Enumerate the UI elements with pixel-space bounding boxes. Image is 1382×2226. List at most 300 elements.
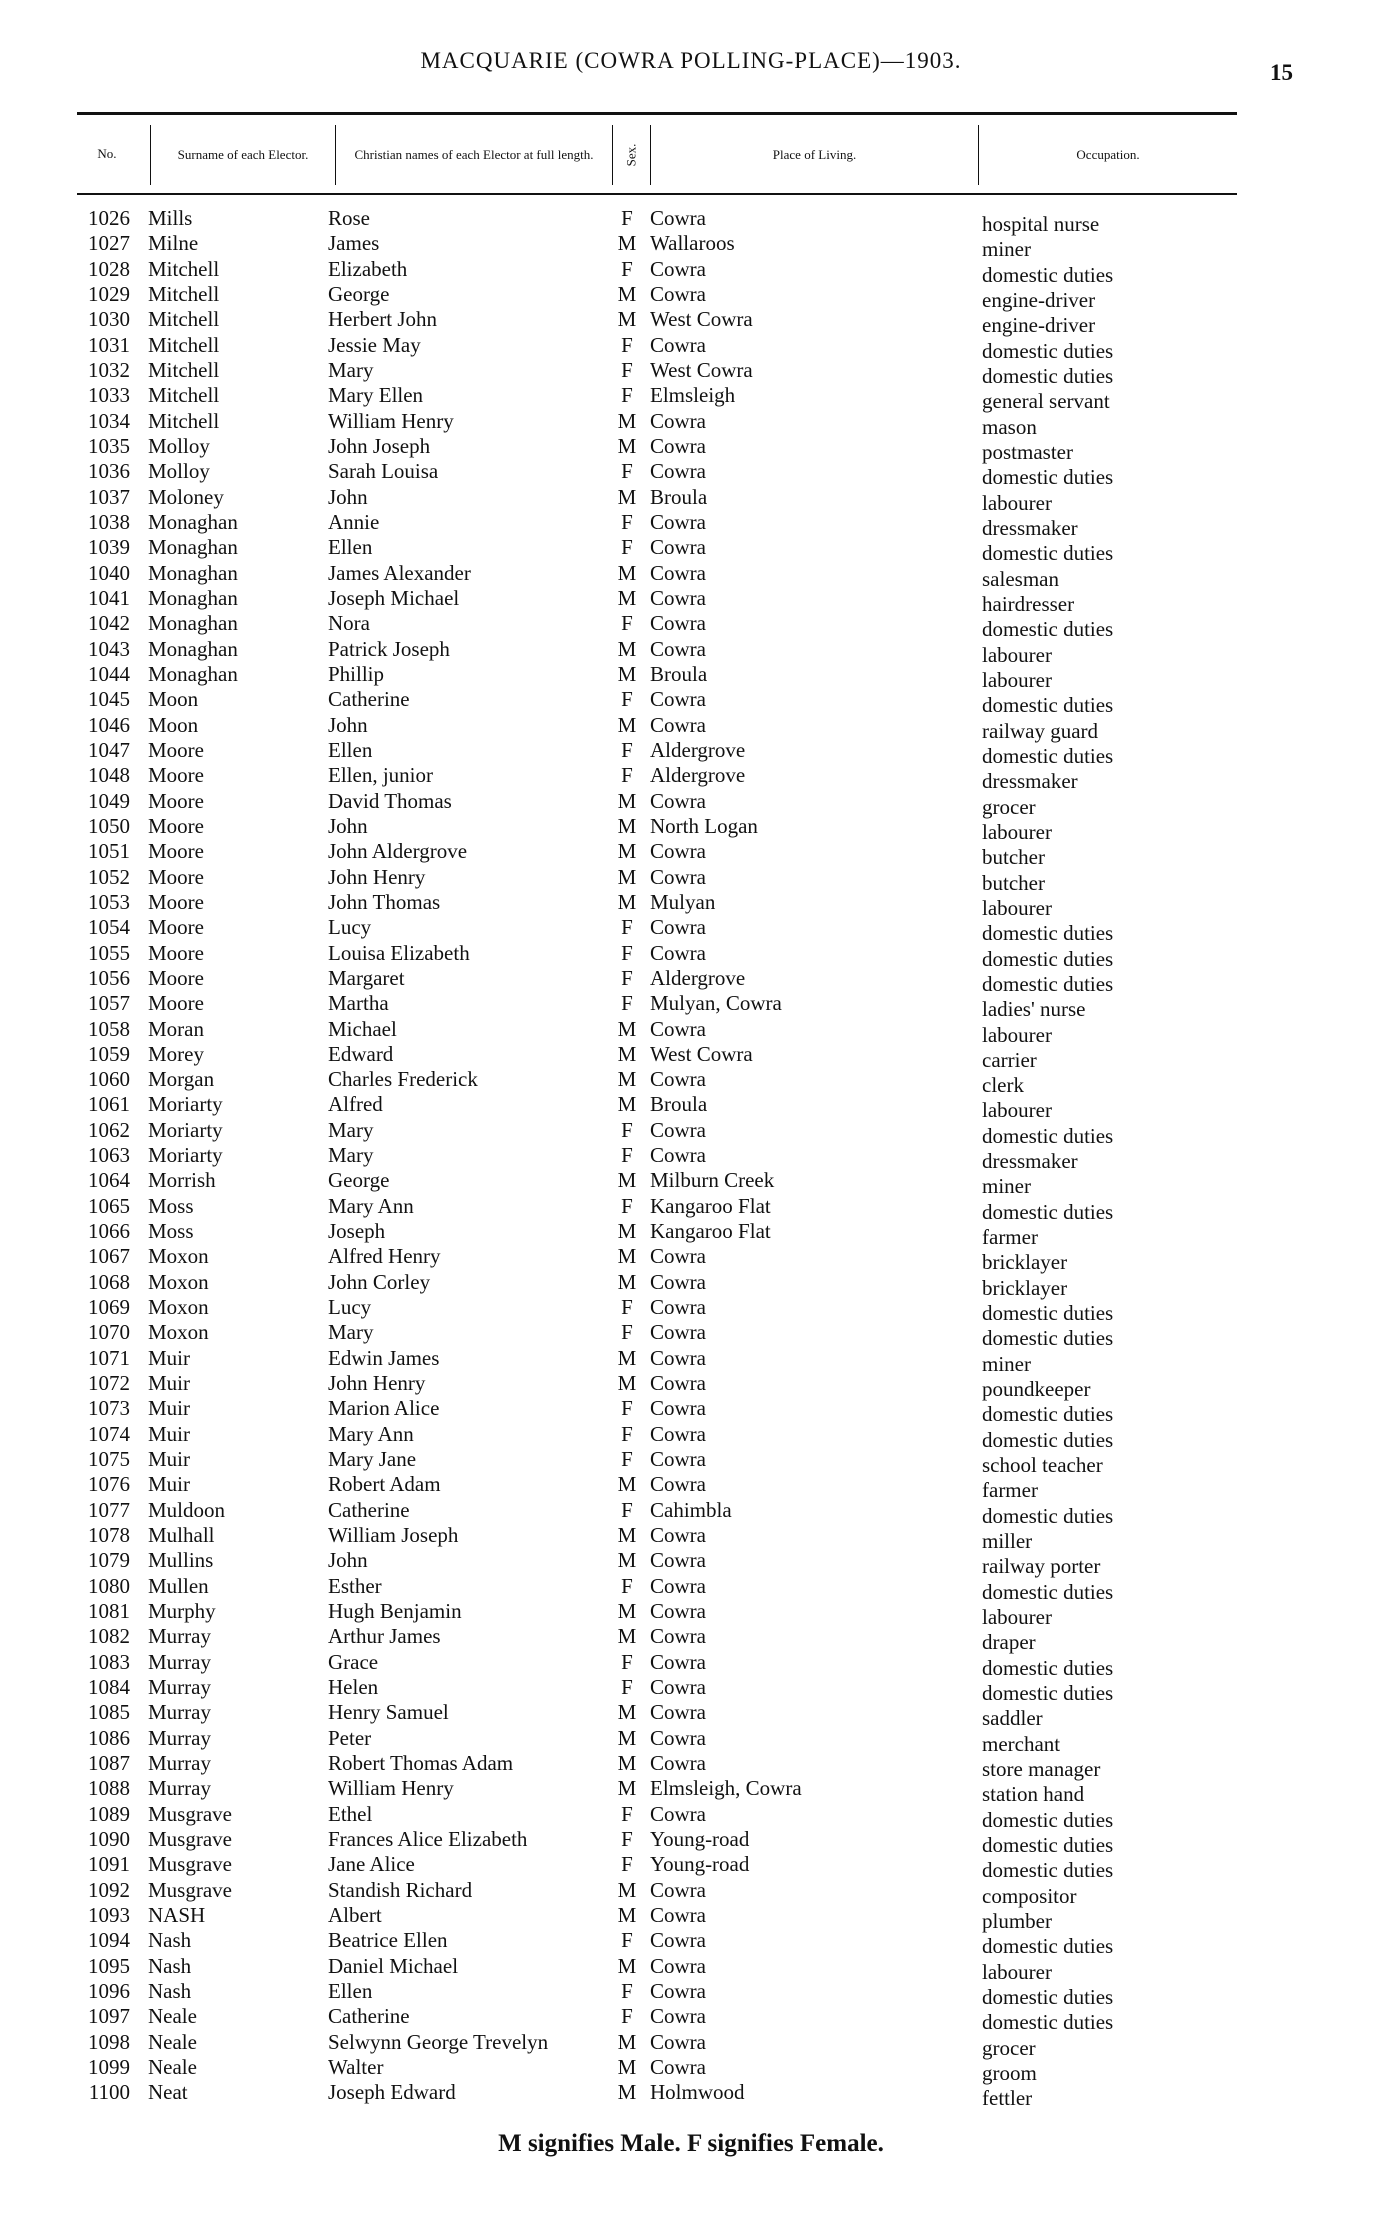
cell-christian: Joseph: [328, 1219, 386, 1244]
cell-sex: M: [617, 1269, 637, 1294]
cell-sex: F: [621, 1193, 633, 1218]
cell-no: 1100: [88, 2080, 130, 2105]
cell-no: 1097: [88, 2004, 130, 2029]
cell-place: Cowra: [650, 1371, 706, 1396]
cell-place: Cowra: [650, 585, 706, 610]
cell-christian: Mary: [328, 357, 374, 382]
cell-place: Aldergrove: [650, 965, 746, 990]
cell-sex: M: [617, 307, 637, 332]
cell-christian: Nora: [328, 611, 370, 636]
cell-christian: John: [328, 484, 368, 509]
cell-surname: Musgrave: [148, 1827, 232, 1851]
cell-place: Elmsleigh: [650, 383, 736, 408]
cell-no: 1080: [88, 1573, 130, 1598]
cell-occupation: farmer: [982, 1225, 1038, 1250]
cell-surname: Mulhall: [148, 1523, 215, 1548]
page-title: MACQUARIE (COWRA POLLING-PLACE)—1903.: [420, 48, 962, 73]
cell-sex: M: [617, 1700, 637, 1725]
cell-christian: Marion Alice: [328, 1396, 440, 1421]
cell-christian: Michael: [328, 1016, 397, 1041]
header-sex-label: Sex.: [623, 143, 639, 167]
cell-sex: F: [621, 1143, 633, 1168]
cell-sex: M: [617, 2080, 637, 2105]
cell-christian: Catherine: [328, 687, 410, 712]
cell-occupation: domestic duties: [982, 1326, 1114, 1351]
cell-occupation: domestic duties: [982, 1934, 1114, 1959]
cell-occupation: domestic duties: [982, 1402, 1114, 1427]
cell-occupation: bricklayer: [982, 1275, 1068, 1300]
cell-christian: John: [328, 712, 368, 737]
cell-no: 1072: [88, 1371, 130, 1396]
cell-surname: Milne: [148, 231, 199, 256]
cell-christian: Alfred Henry: [328, 1244, 441, 1269]
cell-sex: M: [617, 1548, 637, 1573]
cell-place: Cowra: [650, 332, 706, 357]
cell-sex: M: [617, 2029, 637, 2054]
cell-occupation: domestic duties: [982, 693, 1114, 718]
cell-sex: F: [621, 991, 633, 1016]
cell-place: Cowra: [650, 687, 706, 712]
cell-place: Kangaroo Flat: [650, 1219, 771, 1244]
cell-sex: F: [621, 357, 633, 382]
cell-sex: F: [621, 687, 633, 712]
cell-sex: M: [617, 1371, 637, 1396]
cell-christian: John Henry: [328, 864, 426, 889]
cell-place: Cowra: [650, 1801, 706, 1826]
cell-surname: Mitchell: [148, 332, 220, 357]
cell-occupation: railway porter: [982, 1554, 1101, 1579]
cell-no: 1028: [88, 256, 130, 281]
cell-place: Cowra: [650, 1649, 706, 1674]
cell-surname: NASH: [148, 1902, 206, 1927]
cell-christian: George: [328, 1168, 390, 1193]
cell-occupation: labourer: [982, 1098, 1052, 1123]
cell-christian: Annie: [328, 509, 380, 534]
cell-no: 1051: [88, 839, 130, 864]
cell-surname: Musgrave: [148, 1801, 232, 1826]
cell-no: 1033: [88, 383, 130, 408]
cell-christian: Mary Ann: [328, 1421, 414, 1446]
cell-occupation: domestic duties: [982, 338, 1114, 363]
cell-no: 1053: [88, 889, 130, 914]
cell-surname: Muir: [148, 1472, 190, 1497]
cell-occupation: domestic duties: [982, 262, 1114, 287]
cell-no: 1055: [88, 940, 130, 965]
cell-place: Cowra: [650, 1345, 706, 1370]
cell-sex: F: [621, 459, 633, 484]
header-christian: Christian names of each Elector at full length.: [335, 125, 612, 185]
cell-sex: M: [617, 1725, 637, 1750]
cell-surname: Mills: [148, 206, 193, 230]
cell-christian: Charles Frederick: [328, 1067, 478, 1092]
cell-surname: Murray: [148, 1624, 211, 1649]
cell-occupation: hairdresser: [982, 591, 1075, 616]
cell-surname: Mitchell: [148, 307, 220, 332]
cell-christian: Edwin James: [328, 1345, 440, 1370]
cell-place: Broula: [650, 484, 708, 509]
cell-occupation: miner: [982, 1351, 1031, 1376]
cell-place: Cowra: [650, 1573, 706, 1598]
cell-no: 1085: [88, 1700, 130, 1725]
cell-no: 1030: [88, 307, 130, 332]
cell-sex: M: [617, 889, 637, 914]
cell-sex: F: [621, 915, 633, 940]
cell-no: 1049: [88, 788, 130, 813]
cell-christian: Patrick Joseph: [328, 636, 450, 661]
cell-surname: Murray: [148, 1751, 211, 1776]
cell-place: Cowra: [650, 864, 706, 889]
cell-no: 1088: [88, 1776, 130, 1801]
cell-no: 1062: [88, 1117, 130, 1142]
cell-sex: M: [617, 281, 637, 306]
cell-no: 1098: [88, 2029, 130, 2054]
cell-sex: M: [617, 839, 637, 864]
cell-no: 1050: [88, 813, 130, 838]
cell-place: Wallaroos: [650, 231, 735, 256]
cell-christian: James: [328, 231, 380, 256]
cell-christian: Phillip: [328, 661, 385, 686]
cell-christian: Rose: [328, 206, 370, 230]
cell-surname: Nash: [148, 1978, 192, 2003]
cell-occupation: domestic duties: [982, 1858, 1114, 1883]
cell-surname: Muldoon: [148, 1497, 226, 1522]
cell-christian: Arthur James: [328, 1624, 441, 1649]
cell-no: 1081: [88, 1599, 130, 1624]
cell-surname: Mullins: [148, 1548, 214, 1573]
cell-surname: Molloy: [148, 459, 210, 484]
cell-sex: F: [621, 1827, 633, 1851]
cell-place: Cowra: [650, 1244, 706, 1269]
cell-occupation: general servant: [982, 389, 1110, 414]
cell-sex: M: [617, 1244, 637, 1269]
cell-surname: Muir: [148, 1396, 190, 1421]
cell-no: 1047: [88, 737, 130, 762]
cell-no: 1038: [88, 509, 130, 534]
cell-place: Cowra: [650, 1472, 706, 1497]
cell-occupation: domestic duties: [982, 1579, 1114, 1604]
cell-occupation: fettler: [982, 2086, 1033, 2111]
cell-place: Cowra: [650, 839, 706, 864]
cell-occupation: butcher: [982, 870, 1045, 895]
cell-sex: F: [621, 1573, 633, 1598]
cell-no: 1084: [88, 1675, 130, 1700]
cell-christian: Joseph Edward: [328, 2080, 456, 2105]
cell-no: 1059: [88, 1041, 130, 1066]
cell-no: 1052: [88, 864, 130, 889]
cell-sex: F: [621, 965, 633, 990]
cell-place: Cowra: [650, 408, 706, 433]
cell-place: Cowra: [650, 1523, 706, 1548]
cell-sex: F: [621, 332, 633, 357]
cell-place: Young-road: [650, 1852, 750, 1877]
cell-no: 1067: [88, 1244, 130, 1269]
cell-christian: Robert Adam: [328, 1472, 441, 1497]
cell-no: 1090: [88, 1827, 130, 1851]
cell-place: Holmwood: [650, 2080, 745, 2105]
cell-christian: Louisa Elizabeth: [328, 940, 470, 965]
cell-sex: M: [617, 433, 637, 458]
cell-occupation: ladies' nurse: [982, 997, 1086, 1022]
cell-place: Cowra: [650, 560, 706, 585]
cell-surname: Moore: [148, 864, 204, 889]
cell-surname: Morgan: [148, 1067, 215, 1092]
cell-no: 1091: [88, 1852, 130, 1877]
cell-sex: F: [621, 1295, 633, 1320]
cell-christian: Joseph Michael: [328, 585, 460, 610]
cell-christian: Hugh Benjamin: [328, 1599, 462, 1624]
cell-place: West Cowra: [650, 1041, 753, 1066]
cell-place: Cowra: [650, 1421, 706, 1446]
cell-christian: Henry Samuel: [328, 1700, 449, 1725]
cell-place: Cowra: [650, 1396, 706, 1421]
cell-sex: M: [617, 1877, 637, 1902]
cell-no: 1048: [88, 763, 130, 788]
cell-christian: Mary Jane: [328, 1447, 417, 1472]
cell-christian: Frances Alice Elizabeth: [328, 1827, 528, 1851]
cell-christian: Beatrice Ellen: [328, 1928, 448, 1953]
cell-christian: Selwynn George Trevelyn: [328, 2029, 549, 2054]
cell-occupation: poundkeeper: [982, 1377, 1091, 1402]
cell-christian: Mary: [328, 1320, 374, 1345]
cell-sex: F: [621, 1320, 633, 1345]
cell-sex: M: [617, 1953, 637, 1978]
header-surname: Surname of each Elector.: [150, 125, 335, 185]
cell-christian: Peter: [328, 1725, 372, 1750]
cell-place: Cowra: [650, 509, 706, 534]
cell-sex: M: [617, 484, 637, 509]
cell-occupation: bricklayer: [982, 1250, 1068, 1275]
cell-place: Aldergrove: [650, 737, 746, 762]
cell-place: Cowra: [650, 1548, 706, 1573]
cell-surname: Moloney: [148, 484, 224, 509]
cell-place: Cowra: [650, 1295, 706, 1320]
cell-no: 1086: [88, 1725, 130, 1750]
cell-occupation: draper: [982, 1630, 1036, 1655]
cell-occupation: hospital nurse: [982, 212, 1100, 236]
cell-sex: M: [617, 231, 637, 256]
cell-place: Cowra: [650, 636, 706, 661]
cell-surname: Monaghan: [148, 636, 238, 661]
cell-surname: Moon: [148, 712, 199, 737]
cell-christian: Ethel: [328, 1801, 373, 1826]
cell-christian: Mary Ann: [328, 1193, 414, 1218]
cell-occupation: domestic duties: [982, 2010, 1114, 2035]
cell-christian: David Thomas: [328, 788, 452, 813]
cell-surname: Murray: [148, 1649, 211, 1674]
cell-christian: Martha: [328, 991, 389, 1016]
cell-no: 1054: [88, 915, 130, 940]
cell-sex: F: [621, 1675, 633, 1700]
cell-sex: M: [617, 788, 637, 813]
cell-no: 1095: [88, 1953, 130, 1978]
cell-surname: Moore: [148, 940, 204, 965]
cell-occupation: domestic duties: [982, 946, 1114, 971]
cell-place: Cowra: [650, 2029, 706, 2054]
cell-sex: F: [621, 509, 633, 534]
cell-christian: Mary: [328, 1143, 374, 1168]
cell-no: 1026: [88, 206, 130, 230]
cell-christian: Lucy: [328, 915, 372, 940]
cell-no: 1036: [88, 459, 130, 484]
cell-surname: Moore: [148, 788, 204, 813]
footer-legend: M signifies Male. F signifies Female.: [498, 2130, 884, 2157]
cell-surname: Neale: [148, 2029, 197, 2054]
cell-no: 1077: [88, 1497, 130, 1522]
cell-occupation: labourer: [982, 895, 1052, 920]
cell-no: 1079: [88, 1548, 130, 1573]
cell-no: 1096: [88, 1978, 130, 2003]
cell-occupation: grocer: [982, 794, 1036, 819]
header-occupation: Occupation.: [978, 125, 1237, 185]
cell-surname: Murray: [148, 1776, 211, 1801]
cell-surname: Moss: [148, 1219, 194, 1244]
cell-place: Cowra: [650, 1143, 706, 1168]
cell-no: 1046: [88, 712, 130, 737]
cell-place: Cowra: [650, 433, 706, 458]
cell-occupation: carrier: [982, 1047, 1037, 1072]
cell-sex: F: [621, 206, 633, 230]
cell-christian: Elizabeth: [328, 256, 408, 281]
cell-christian: Catherine: [328, 2004, 410, 2029]
cell-christian: John Corley: [328, 1269, 431, 1294]
cell-surname: Muir: [148, 1447, 190, 1472]
cell-christian: Ellen: [328, 1978, 373, 2003]
cell-place: Cowra: [650, 1269, 706, 1294]
cell-surname: Molloy: [148, 433, 210, 458]
cell-surname: Nash: [148, 1928, 192, 1953]
cell-christian: Lucy: [328, 1295, 372, 1320]
cell-place: Cowra: [650, 1751, 706, 1776]
cell-place: Cowra: [650, 1117, 706, 1142]
cell-occupation: clerk: [982, 1073, 1024, 1098]
cell-occupation: domestic duties: [982, 743, 1114, 768]
cell-sex: M: [617, 1472, 637, 1497]
cell-surname: Moore: [148, 763, 204, 788]
cell-surname: Mullen: [148, 1573, 209, 1598]
cell-surname: Monaghan: [148, 535, 238, 560]
cell-place: Cowra: [650, 1902, 706, 1927]
cell-christian: Herbert John: [328, 307, 438, 332]
cell-surname: Moxon: [148, 1269, 209, 1294]
cell-sex: M: [617, 1776, 637, 1801]
cell-christian: William Joseph: [328, 1523, 459, 1548]
cell-surname: Neale: [148, 2054, 197, 2079]
cell-occupation: merchant: [982, 1731, 1061, 1756]
cell-christian: Helen: [328, 1675, 379, 1700]
cell-sex: M: [617, 2054, 637, 2079]
cell-no: 1037: [88, 484, 130, 509]
cell-occupation: domestic duties: [982, 363, 1114, 388]
cell-place: Cowra: [650, 1624, 706, 1649]
cell-place: Cowra: [650, 1953, 706, 1978]
cell-no: 1099: [88, 2054, 130, 2079]
cell-christian: Ellen, junior: [328, 763, 433, 788]
cell-occupation: domestic duties: [982, 921, 1114, 946]
cell-no: 1073: [88, 1396, 130, 1421]
cell-occupation: farmer: [982, 1478, 1038, 1503]
cell-place: North Logan: [650, 813, 758, 838]
cell-no: 1076: [88, 1472, 130, 1497]
cell-no: 1027: [88, 231, 130, 256]
cell-sex: F: [621, 1396, 633, 1421]
cell-sex: M: [617, 408, 637, 433]
cell-no: 1074: [88, 1421, 130, 1446]
cell-surname: Moore: [148, 915, 204, 940]
cell-christian: George: [328, 281, 390, 306]
cell-sex: M: [617, 1751, 637, 1776]
cell-no: 1056: [88, 965, 130, 990]
cell-occupation: engine-driver: [982, 287, 1096, 312]
cell-christian: John: [328, 813, 368, 838]
cell-occupation: domestic duties: [982, 1427, 1114, 1452]
cell-no: 1094: [88, 1928, 130, 1953]
cell-sex: F: [621, 1447, 633, 1472]
cell-no: 1060: [88, 1067, 130, 1092]
cell-surname: Moriarty: [148, 1092, 223, 1117]
cell-no: 1069: [88, 1295, 130, 1320]
cell-sex: F: [621, 2004, 633, 2029]
cell-no: 1093: [88, 1902, 130, 1927]
cell-place: Cowra: [650, 1067, 706, 1092]
cell-no: 1075: [88, 1447, 130, 1472]
cell-surname: Moore: [148, 813, 204, 838]
cell-place: Cowra: [650, 459, 706, 484]
cell-place: Cowra: [650, 2054, 706, 2079]
cell-occupation: labourer: [982, 1959, 1052, 1984]
cell-sex: M: [617, 813, 637, 838]
cell-surname: Monaghan: [148, 560, 238, 585]
cell-sex: F: [621, 1978, 633, 2003]
cell-christian: James Alexander: [328, 560, 471, 585]
cell-surname: Neale: [148, 2004, 197, 2029]
cell-no: 1061: [88, 1092, 130, 1117]
cell-sex: M: [617, 636, 637, 661]
cell-sex: M: [617, 1067, 637, 1092]
cell-surname: Monaghan: [148, 509, 238, 534]
cell-sex: M: [617, 585, 637, 610]
cell-place: Cowra: [650, 1675, 706, 1700]
cell-place: Cowra: [650, 1320, 706, 1345]
cell-place: Cowra: [650, 206, 706, 230]
cell-surname: Moore: [148, 965, 204, 990]
cell-occupation: domestic duties: [982, 1984, 1114, 2009]
cell-sex: M: [617, 1345, 637, 1370]
cell-no: 1043: [88, 636, 130, 661]
cell-surname: Musgrave: [148, 1852, 232, 1877]
cell-place: Young-road: [650, 1827, 750, 1851]
cell-no: 1031: [88, 332, 130, 357]
cell-christian: William Henry: [328, 408, 454, 433]
cell-place: Aldergrove: [650, 763, 746, 788]
cell-sex: F: [621, 1649, 633, 1674]
cell-occupation: domestic duties: [982, 1681, 1114, 1706]
cell-sex: M: [617, 864, 637, 889]
cell-place: Mulyan: [650, 889, 716, 914]
cell-occupation: labourer: [982, 1022, 1052, 1047]
cell-surname: Muir: [148, 1421, 190, 1446]
cell-sex: M: [617, 1624, 637, 1649]
cell-no: 1045: [88, 687, 130, 712]
cell-christian: Albert: [328, 1902, 382, 1927]
cell-no: 1035: [88, 433, 130, 458]
cell-christian: Daniel Michael: [328, 1953, 459, 1978]
cell-surname: Moran: [148, 1016, 204, 1041]
cell-occupation: domestic duties: [982, 1807, 1114, 1832]
cell-occupation: domestic duties: [982, 1199, 1114, 1224]
cell-occupation: salesman: [982, 566, 1059, 591]
cell-sex: F: [621, 737, 633, 762]
cell-no: 1089: [88, 1801, 130, 1826]
